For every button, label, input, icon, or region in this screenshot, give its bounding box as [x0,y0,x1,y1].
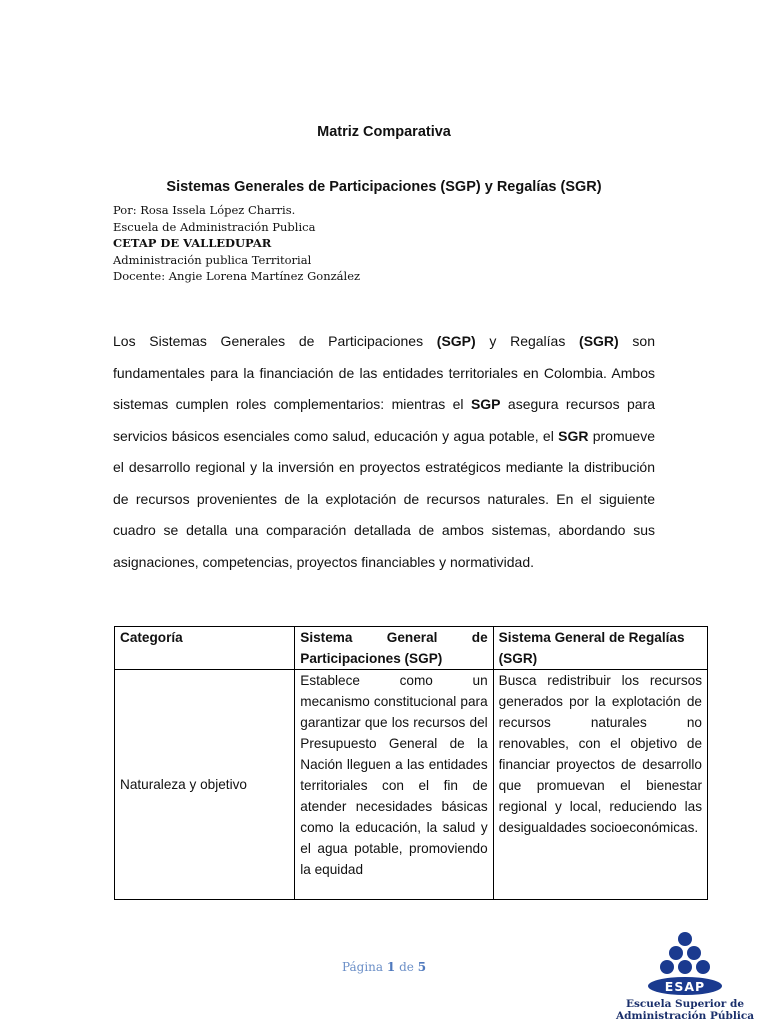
total-pages-number: 5 [417,960,427,974]
school-line: Escuela de Administración Publica [113,219,316,234]
intro-text: son fundamentales para la financiación de las entidades territoriales en Colombia. Ambos sistemas cumplen roles complementarios: mientras el [113,333,655,412]
of-word: de [399,960,414,974]
sgr-cell [493,670,707,900]
table-header-row [115,627,708,670]
document-subtitle: Sistemas Generales de Participaciones (SGP) y Regalías (SGR) [166,179,602,195]
intro-text: Los Sistemas Generales de Participaciones [113,333,437,349]
header-sgp: Sistema General de Participaciones (SGP) [295,627,493,670]
table-row [115,670,708,900]
program-line: Administración publica Territorial [113,252,312,267]
header-category: Categoría [115,627,295,670]
category-cell: Naturaleza y objetivo [115,670,295,900]
esap-logo-icon [638,928,732,1000]
intro-text: y Regalías [475,333,580,349]
sgp-cell [295,670,493,900]
header-sgr: Sistema General de Regalías (SGR) [493,627,707,670]
logo-caption [610,998,760,1022]
sgp-acronym: (SGP) [436,333,476,349]
comparison-table [114,626,708,900]
sgp-acronym: SGP [470,396,501,412]
author-line: Por: Rosa Issela López Charris. [113,203,296,217]
teacher-line: Docente: Angie Lorena Martínez González [113,269,361,283]
author-block [113,202,360,285]
sgp-cell-text: Establece como un mecanismo constitucional para garantizar que los recursos del Presupuesto General de la Nación lleguen a las entidades territoriales con el fin de atender necesidades básicas como la educación, la salud y el agua potable, promoviendo la equidad [300,673,488,877]
sgr-acronym: SGR [558,427,589,444]
logo-acronym: ESAP [664,979,706,994]
current-page-number: 1 [386,960,396,974]
logo-caption-line: Administración Pública [615,1010,755,1022]
logo-caption-line: Escuela Superior de [625,998,745,1010]
page-word: Página [341,960,384,974]
document-title: Matriz Comparativa [317,124,451,140]
sgr-acronym: (SGR) [579,333,619,349]
cetap-line: CETAP DE VALLEDUPAR [113,236,272,250]
sgr-cell-text: Busca redistribuir los recursos generados por la explotación de recursos naturales no renovables, con el objetivo de financiar proyectos de desarrollo que promuevan el bienestar regional y local, reduciendo las desigualdades socioeconómicas. [498,673,702,835]
intro-text: asegura recursos para servicios básicos esenciales como salud, educación y agua potable, el [113,396,655,444]
intro-paragraph [113,326,655,578]
esap-logo [610,928,760,1024]
intro-text: promueve el desarrollo regional y la inversión en proyectos estratégicos mediante la distribución de recursos provenientes de la explotación de recursos naturales. En el siguiente cuadro se detalla una comparación detallada de ambos sistemas, abordando sus asignaciones, competencias, proyectos financiables y normatividad. [113,427,655,570]
